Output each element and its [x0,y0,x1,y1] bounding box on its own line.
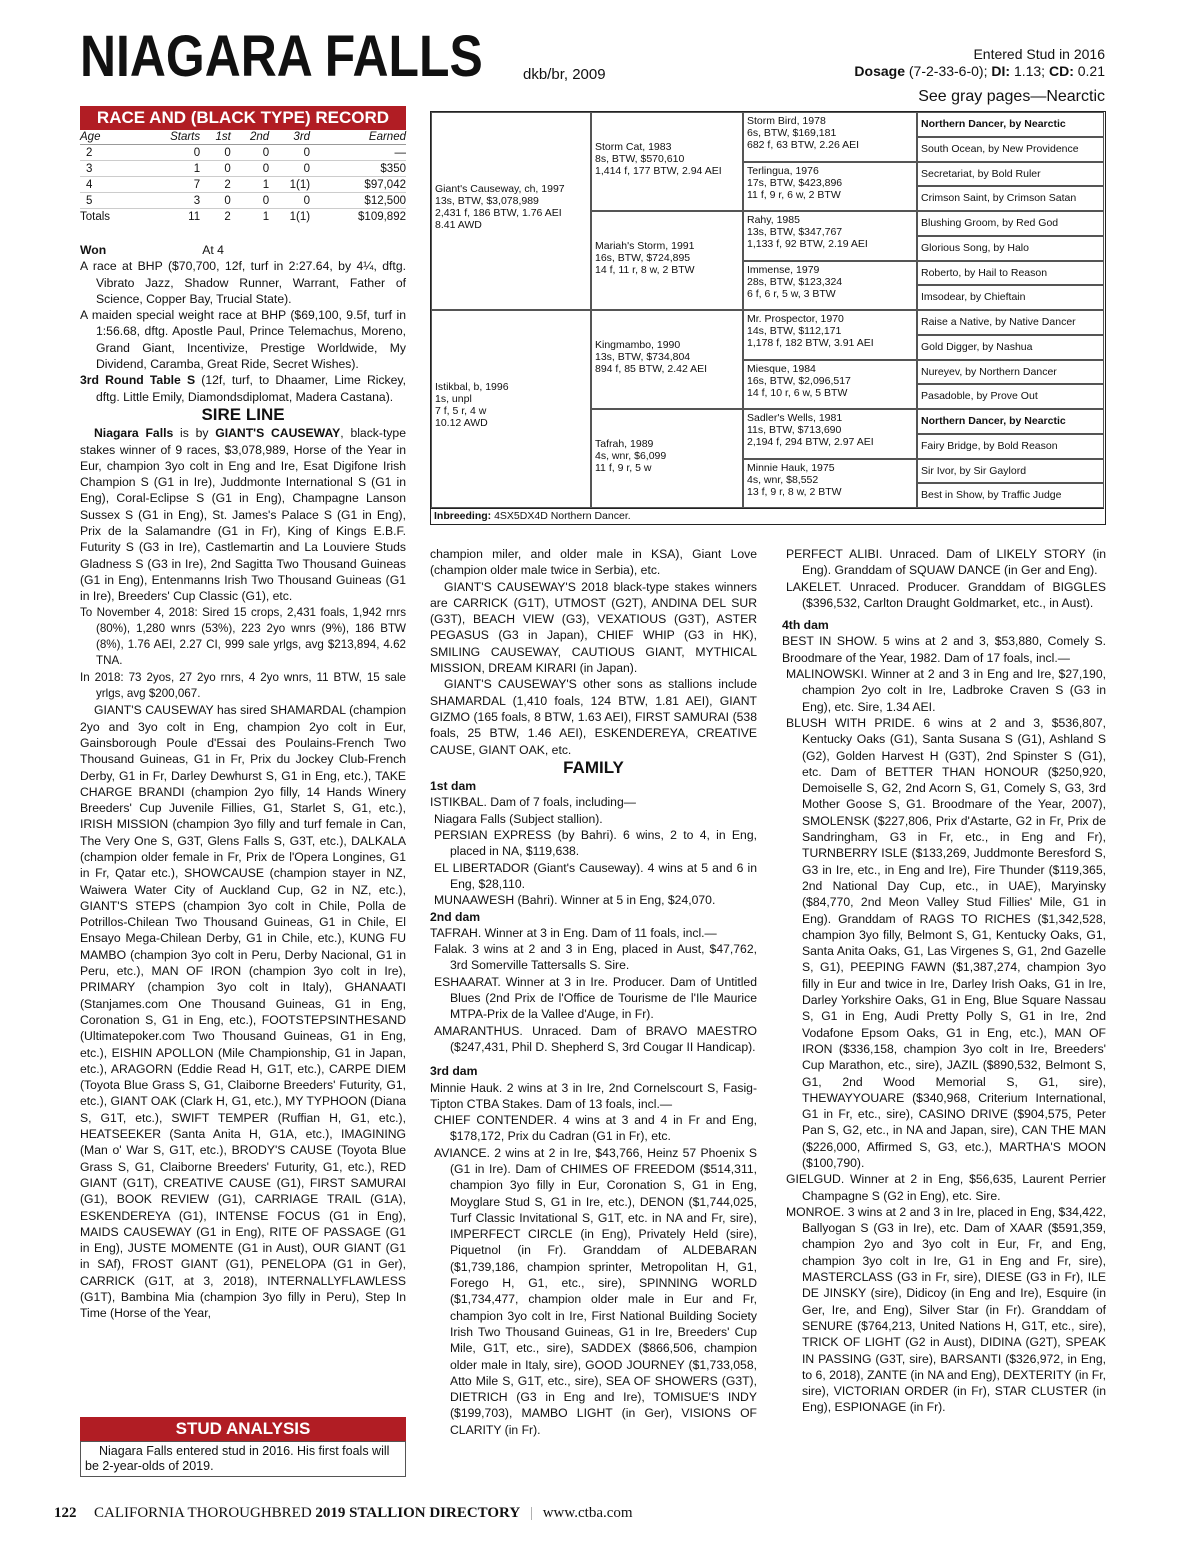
sire-line-p7: GIANT'S CAUSEWAY'S other sons as stallions include SHAMARDAL (1,410 foals, 124 BTW, 1.81 AEI), GIANT GIZMO (165 foals, 8 BTW, 1.63 AEI), FIRST SAMURAI (538 foals, 25 BTW, 1.46 AEI), ESKENDEREYA, CREATIVE CAUSE, GIANT OAK, etc. [430,677,757,757]
ped-gen3-cell: Rahy, 1985 13s, BTW, $347,767 1,133 f, 92 BTW, 2.19 AEI [743,211,917,261]
third-race-label: 3rd Round Table S [80,373,196,388]
dam1-list [430,794,757,908]
record-cell: 0 [200,161,231,177]
record-cell: 2 [200,177,231,193]
ped-sire-sire: Storm Cat, 1983 8s, BTW, $570,610 1,414 f, 177 BTW, 2.94 AEI [591,112,743,211]
record-cell: 0 [140,145,200,161]
dam2-list [430,925,757,1055]
ped-gen3-cell: Miesque, 1984 16s, BTW, $2,096,517 14 f, 10 r, 6 w, 5 BTW [743,360,917,410]
sire-line-p1 [80,425,406,604]
record-total-cell: 2 [224,210,231,223]
record-cell: 0 [200,145,231,161]
right-column [782,546,1106,1416]
family-entry: Niagara Falls (Subject stallion). [434,811,603,826]
inbreeding-value: 4SX5DX4D Northern Dancer. [491,510,631,522]
di-label: DI: [991,63,1011,79]
record-col-header: Starts [140,130,200,145]
record-cell: 5 [80,193,140,209]
ped-gen3-cell: Minnie Hauk, 1975 4s, wnr, $8,552 13 f, 9 r, 8 w, 2 BTW [743,459,917,509]
ped-gen4-cell: Gold Digger, by Nashua [917,335,1104,360]
record-col-header: 1st [200,130,231,145]
record-total-cell: $109,892 [358,210,406,223]
directory: 2019 STALLION DIRECTORY [315,1505,521,1521]
record-cell: 0 [269,193,310,209]
ped-gen4-cell: Northern Dancer, by Nearctic [917,409,1104,434]
ped-gen4-cell: Roberto, by Hail to Reason [917,261,1104,286]
header-info [854,46,1105,80]
family-entry: ESHAARAT. Winner at 3 in Ire. Producer. Dam of Untitled Blues (2nd Prix de l'Office de Tourisme de l'Ile Maurice MTPA-Prix de la Vallee d'Auge, in Fr). [434,974,757,1022]
entered-stud: Entered Stud in 2016 [973,46,1105,62]
family-heading: FAMILY [563,757,624,777]
family-entry: Falak. 3 wins at 2 and 3 in Eng, placed in Aust, $47,762, 3rd Somerville Tattersalls S. Sire. [434,942,757,973]
inbreeding-line [431,508,1104,523]
stud-analysis [80,1417,406,1477]
ped-gen3-cell: Terlingua, 1976 17s, BTW, $423,896 11 f, 9 r, 6 w, 2 BTW [743,162,917,212]
ped-gen4-cell: Best in Show, by Traffic Judge [917,483,1104,508]
family-entry: BEST IN SHOW. 5 wins at 2 and 3, $53,880, Comely S. Broodmare of the Year, 1982. Dam of 17 foals, incl.— [782,634,1106,665]
ped-dam-dam: Tafrah, 1989 4s, wnr, $6,099 11 f, 9 r, 5 w [591,409,743,508]
stud-text-body: Niagara Falls entered stud in 2016. His first foals will be 2-year-olds of 2019. [85,1444,390,1473]
record-row [80,177,406,193]
family-entry: EL LIBERTADOR (Giant's Causeway). 4 wins at 5 and 6 in Eng, $28,110. [434,860,757,891]
family-entry: LAKELET. Unraced. Producer. Granddam of BIGGLES ($396,532, Carlton Draught Goldmarket, etc., in Aust). [786,579,1106,610]
family-entry: ISTIKBAL. Dam of 7 foals, including— [430,795,636,810]
record-col-header: Earned [310,130,406,145]
sire-line-p4: GIANT'S CAUSEWAY has sired SHAMARDAL (champion 2yo and 3yo colt in Eng, champion 2yo colt in Eur, Gainsborough Poule d'Essai des Poulains-French Two Thousand Guineas, G1 in Fr, Prix du Jockey Club-French Derby, G1 in Fr, Darley Dewhurst S, G1 in Eng, etc.), TAKE CHARGE BRANDI (champion 2yo filly, 14 Hands Winery Breeders' Cup Juvenile Fillies, G1, Starlet S, G1, etc.), IRISH MISSION (champion 3yo filly and turf female in Can, The Very One S, G3T, Glens Falls S, G3T, etc.), DALKALA (champion older female in Fr, Prix de l'Opera Longines, G1 in Fr, Qatar etc.), SHOWCAUSE (champion stayer in NZ, Waiwera Water City of Auckland Cup, G2 in NZ, etc.), GIANT'S STEPS (champion 3yo colt in Chile, Polla de Potrillos-Chilean Two Thousand Guineas, G1 in Chile, El Ensayo Mega-Chilean Derby, G1 in Chile, etc.), KUNG FU MAMBO (champion 3yo colt in Peru, Derby Nacional, G1 in Peru, etc.), MAN OF IRON (champion 3yo colt in Ire), PRIMARY (champion 3yo colt in Italy), GHANAATI (Stanjames.com One Thousand Guineas, G1 in Eng, Coronation S, G1 in Eng, etc.), FOOTSTEPSINTHESAND (Ultimatepoker.com Two Thousand Guineas, G1 in Eng, etc.), EISHIN APOLLON (Mile Championship, G1 in Japan, etc.), ARAGORN (Eddie Read H, G1T, etc.), CARPE DIEM (Toyota Blue Grass S, G1, Claiborne Breeders' Futurity, G1, etc.), GIANT OAK (Clark H, G1, etc.), MY TYPHOON (Diana S, G1T, etc.), SWIFT TEMPER (Ruffian H, G1, etc.), HEATSEEKER (Santa Anita H, G1A, etc.), IMAGINING (Man o' War S, G1T, etc.), BRODY'S CAUSE (Toyota Blue Grass S, G1, Claiborne Breeders' Futurity, G1, etc.), RED GIANT (G1T), CREATIVE CAUSE (G1), FIRST SAMURAI (G1), BOOK REVIEW (G1), CARRIAGE TRAIL (G1A), ESKENDEREYA (G1), INTENSE FOCUS (G1 in Eng), MAIDS CAUSEWAY (G1 in Eng), RITE OF PASSAGE (G1 in Eng), JUSTE MOMENTE (G1 in Aust), OUR GIANT (G1 in SAf), FROST GIANT (G1), PENELOPA (G1 in Ger), CARRICK (G1T, at 3, 2018), INTERNALLYFLAWLESS (G1T), Bambina Mia (champion 3yo filly in Peru), Step In Time (Horse of the Year, [80,703,406,1321]
record-cell: 0 [269,161,310,177]
gray-pages-ref: See gray pages—Nearctic [918,88,1105,105]
stud-heading: STUD ANALYSIS [80,1417,406,1441]
third-race [80,372,406,405]
record-cell: 1 [231,177,269,193]
record-cell: 0 [200,193,231,209]
p1-rest: , black-type stakes winner of 9 races, $3,078,989, Horse of the Year in Eur, champion 3yo colt in Eng and Ire, Esat Digifone Irish Champion S (G1 in Ire), Juddmonte International S (G1 in Eng), Coral-Eclipse S (G1 in Eng), Champagne Lanson Sussex S (G1 in Eng), St. James's Palace S (G1 in Eng), Prix de la Salamandre (G1 in Fr), King of Kings E.B.F. Futurity S (G3 in Ire), Castlemartin and La Louviere Studs Gladness S (G3 in Ire), 2nd Sagitta Two Thousand Guineas (G1 in Eng), Entenmanns Irish Two Thousand Guineas (G1 in Ire), Breeders' Cup Classic (G1), etc. [80,426,406,604]
record-cell: 0 [269,145,310,161]
ped-gen4-cell: Pasadoble, by Prove Out [917,384,1104,409]
ped-gen4-cell: Sir Ivor, by Sir Gaylord [917,459,1104,484]
sire-2018: In 2018: 73 2yos, 27 2yo rnrs, 4 2yo wnrs, 11 BTW, 15 sale yrlgs, avg $200,067. [80,670,406,701]
sire-stats: To November 4, 2018: Sired 15 crops, 2,431 foals, 1,942 rnrs (80%), 1,280 wnrs (53%), 223 2yo wnrs (9%), 186 BTW (8%), 1.76 AEI, 2.27 CI, 999 sale yrlgs, avg $213,894, 4.62 TNA. [80,605,406,668]
family-entry: TAFRAH. Winner at 3 in Eng. Dam of 11 foals, incl.— [430,925,717,940]
dosage-value: (7-2-33-6-0); [908,63,988,79]
race-record-heading: RACE AND (BLACK TYPE) RECORD [80,106,406,130]
cd-value: 0.21 [1077,63,1105,79]
record-cell: $350 [310,161,406,177]
ped-gen4-cell: Raise a Native, by Native Dancer [917,310,1104,335]
record-cell: 0 [231,193,269,209]
ped-dam-sire: Kingmambo, 1990 13s, BTW, $734,804 894 f, 85 BTW, 2.42 AEI [591,310,743,409]
ped-gen4-cell: Blushing Groom, by Red God [917,211,1104,236]
family-entry: BLUSH WITH PRIDE. 6 wins at 2 and 3, $536,807, Kentucky Oaks (G1), Santa Susana S (G1), Ashland S (G2), Golden Harvest H (G3T), 2nd Spinster S (G1), etc. Dam of BETTER THAN HONOUR ($250,920, Demoiselle S, G2, 2nd Acorn S, G1, Comely S, G3, 3rd Mother Goose S, G1. Broodmare of the Year, 2007), SMOLENSK ($227,806, Prix d'Astarte, G2 in Fr, Prix de Sandringham, G3 in Fr, etc., in Eng and Fr), TURNBERRY ISLE ($133,269, Juddmonte Beresford S, G3 in Ire, etc., in Eng and Ire), Fire Thunder ($119,365, 2nd National Day Cup, etc., in UAE), Maryinsky ($84,770, 2nd Meon Valley Stud Fillies' Mile, G1 in Eng). Granddam of RAGS TO RICHES ($1,342,528, champion 3yo filly, Belmont S, G1, Kentucky Oaks, G1, Santa Anita Oaks, G1, Las Virgenes S, G1, 2nd Gazelle S, G1), PEEPING FAWN ($1,387,274, champion 3yo filly in Eur and twice in Ire, Darley Irish Oaks, G1 in Ire, Darley Yorkshire Oaks, G1 in Eng, Blue Square Nassau S, G1 in Eng, Audi Pretty Polly S, G1 in Ire, 2nd Vodafone Epsom Oaks, G1 in Eng, etc.), MAN OF IRON ($336,158, champion 3yo colt in Ire, Breeders' Cup Marathon, etc., sire), JAZIL ($890,532, Belmont S, G1, 2nd Wood Memorial S, G1, sire), THEWAYYOUARE ($340,968, Criterium International, G1 in Fr, etc., sire), CASINO DRIVE ($904,575, Peter Pan S, G2, etc., in NA and Japan, sire), CAN THE MAN ($226,000, Affirmed S, G3, etc.), MARTHA'S MOON ($100,790). [786,715,1106,1170]
record-total-cell: 11 [188,210,201,223]
record-row [80,161,406,177]
record-cell: 0 [231,161,269,177]
ped-dam: Istikbal, b, 1996 1s, unpl 7 f, 5 r, 4 w 10.12 AWD [431,310,591,508]
dam3-label: 3rd dam [430,1064,478,1079]
family-entry: GIELGUD. Winner at 2 in Eng, $56,635, Laurent Perrier Champagne S (G2 in Eng), etc. Sire. [786,1172,1106,1203]
subject-name: Niagara Falls [94,426,174,441]
race-record-table [80,130,406,224]
record-cell: $12,500 [310,193,406,209]
record-cell: 0 [231,145,269,161]
dosage-line [854,63,1105,80]
ped-sire-dam: Mariah's Storm, 1991 16s, BTW, $724,895 14 f, 11 r, 8 w, 2 BTW [591,211,743,310]
middle-column [430,546,757,1438]
sire-line-p5: champion miler, and older male in KSA), Giant Love (champion older male twice in Serbia), etc. [430,547,757,578]
inbreeding-label: Inbreeding: [434,510,492,522]
won-at: At 4 [202,243,224,257]
record-cell: 4 [80,177,140,193]
record-total-cell: Totals [80,210,111,223]
family-entry: CHIEF CONTENDER. 4 wins at 3 and 4 in Fr and Eng, $178,172, Prix du Cadran (G1 in Fr), etc. [434,1113,757,1144]
record-totals-row [80,209,406,225]
record-col-header: 2nd [231,130,269,145]
record-cell: 1 [140,161,200,177]
footer-sep: | [529,1505,533,1521]
dam4-label: 4th dam [782,618,829,633]
family-entry: AMARANTHUS. Unraced. Dam of BRAVO MAESTRO ($247,431, Phil D. Shepherd S, 3rd Cougar II Handicap). [434,1023,757,1054]
record-cell: — [310,145,406,161]
record-total-cell: 1 [262,210,270,223]
won-label: Won [80,243,107,257]
family-entry: PERSIAN EXPRESS (by Bahri). 6 wins, 2 to 4, in Eng, placed in NA, $119,638. [434,828,757,859]
ped-gen4-cell: Northern Dancer, by Nearctic [917,112,1104,137]
p1-sire: GIANT'S CAUSEWAY [215,426,341,441]
ped-gen3-cell: Storm Bird, 1978 6s, BTW, $169,181 682 f, 63 BTW, 2.26 AEI [743,112,917,162]
p1-text: is by [173,426,216,441]
dam3-list-cont [782,546,1106,611]
sire-line-heading: SIRE LINE [201,404,285,424]
dam4-list [782,633,1106,1415]
family-entry: MALINOWSKI. Winner at 2 and 3 in Eng and Ire, $27,190, champion 2yo colt in Ire, Ladbroke Craven S (G3 in Eng), etc. Sire, 1.34 AEI. [786,667,1106,714]
record-total-cell: 1(1) [289,210,311,223]
third-race-text: (12f, turf, to Dhaamer, Lime Rickey, dftg. Little Emily, Diamondsdiplomat, Madera Castana). [96,373,406,404]
publication: CALIFORNIA THOROUGHBRED [94,1505,312,1521]
dosage-label: Dosage [854,63,905,79]
record-row [80,145,406,161]
dam3-list [430,1080,757,1439]
record-cell: 3 [140,193,200,209]
ped-gen3-cell: Immense, 1979 28s, BTW, $123,324 6 f, 6 r, 5 w, 3 BTW [743,261,917,311]
stud-text [80,1441,406,1477]
ped-gen4-cell: Nureyev, by Northern Dancer [917,360,1104,385]
di-value: 1.13; [1013,63,1046,79]
record-cell: 3 [80,161,140,177]
record-cell: $97,042 [310,177,406,193]
footer-url: www.ctba.com [542,1505,633,1521]
record-cell: 1(1) [269,177,310,193]
family-entry: PERFECT ALIBI. Unraced. Dam of LIKELY STORY (in Eng). Granddam of SQUAW DANCE (in Ger and Eng). [786,547,1106,578]
horse-name-title: NIAGARA FALLS [80,24,483,89]
won-line [80,242,406,258]
page-footer [54,1505,633,1522]
family-entry: Minnie Hauk. 2 wins at 3 in Ire, 2nd Cornelscourt S, Fasig-Tipton CTBA Stakes. Dam of 13 foals, incl.— [430,1080,757,1111]
ped-gen4-cell: Crimson Saint, by Crimson Satan [917,186,1104,211]
ped-gen3-cell: Mr. Prospector, 1970 14s, BTW, $112,171 1,178 f, 182 BTW, 3.91 AEI [743,310,917,360]
ped-gen4-cell: Secretariat, by Bold Ruler [917,162,1104,187]
family-entry: MONROE. 3 wins at 2 and 3 in Ire, placed in Eng, $34,422, Ballyogan S (G3 in Ire), etc. Dam of XAAR ($591,359, champion 2yo and 3yo colt in Eur, Fr, and Eng, champion 3yo colt in Ire, G1 in Eng and Fr, sire), MASTERCLASS (G3 in Fr, sire), DIESE (G3 in Fr), ILE DE JINSKY (sire), Didicoy (in Eng and Ire), Esquire (in Ger, Ire, and Eng), Silver Star (in Fr). Granddam of SENURE ($764,213, United Nations H, G1T, etc., sire), TRICK OF LIGHT (G2 in Aust), DIDINA (G2T), SPEAK IN PASSING (G3T, sire), BARSANTI ($326,972, in Eng, to 6, 2018), ZANTE (in NA and Eng), DEXTERITY (in Fr, sire), VICTORIAN ORDER (in Fr), STAR CLUSTER (in Eng), ESPIONAGE (in Fr). [786,1204,1106,1415]
ped-gen4-cell: Imsodear, by Chieftain [917,285,1104,310]
ped-gen4-cell: Fairy Bridge, by Bold Reason [917,434,1104,459]
record-col-header: 3rd [269,130,310,145]
family-entry: MUNAAWESH (Bahri). Winner at 5 in Eng, $24,070. [434,893,716,908]
dam1-label: 1st dam [430,779,477,794]
record-cell: 2 [80,145,140,161]
race-record [80,106,406,224]
ped-gen4-cell: Glorious Song, by Halo [917,236,1104,261]
won-race-2: A maiden special weight race at BHP ($69,100, 9.5f, turf in 1:56.68, dftg. Apostle Paul, Prince Telemachus, Moreno, Grand Giant, Incentivize, Prestige Worldwide, My Dividend, Caramba, Great Ride, Secret Wishes). [80,308,406,372]
page-number: 122 [54,1505,77,1521]
won-race-1: A race at BHP ($70,700, 12f, turf in 2:27.64, by 4¼, dftg. Vibrato Jazz, Shadow Runner, Warrant, Father of Science, Copper Bay, Trucial State). [80,259,406,306]
dam2-label: 2nd dam [430,909,481,924]
ped-gen4-cell: South Ocean, by New Providence [917,137,1104,162]
ped-sire: Giant's Causeway, ch, 1997 13s, BTW, $3,078,989 2,431 f, 186 BTW, 1.76 AEI 8.41 AWD [431,112,591,310]
record-cell: 7 [140,177,200,193]
sire-line-p6: GIANT'S CAUSEWAY'S 2018 black-type stakes winners are CARRICK (G1T), UTMOST (G2T), ANDINA DEL SUR (G3T), BEACH VIEW (G3), VEXATIOUS (G3T), ASTER PEGASUS (G3 in Japan), CHIEF WHIP (G3 in HK), SMILING CAUSEWAY, CAUTIOUS GIANT, MYTHICAL MISSION, DREAM KIRARI (in Japan). [430,579,757,676]
family-entry: AVIANCE. 2 wins at 2 in Ire, $43,766, Heinz 57 Phoenix S (G1 in Ire). Dam of CHIMES OF FREEDOM ($514,311, champion 3yo filly in Eur, Coronation S, G1 in Eng, Moyglare Stud S, G1 in Ire, etc.), DENON ($1,744,025, Turf Classic Invitational S, G1T, etc. in NA and Fr, sire), IMPERFECT CIRCLE (in Eng), Privately Held (sire), Piquetnol (in Fr). Granddam of ALDEBARAN ($1,739,186, champion sprinter, Metropolitan H, G1, Forego H, G1, etc., sire), SPINNING WORLD ($1,734,477, champion older male in Eur and Fr, champion 3yo colt in Ire, First National Building Society Irish Two Thousand Guineas, G1 in Ire, Breeders' Cup Mile, G1T, etc., sire), SADDEX ($866,506, champion older male in Italy, sire), GOOD JOURNEY ($1,733,058, Atto Mile S, G1T, etc., sire), SEA OF SHOWERS (G3T), DIETRICH (G3 in Eng and Ire), TOMISUE'S INDY ($199,703), MAMBO LIGHT (in Ger), VISIONS OF CLARITY (in Fr). [434,1145,757,1437]
ped-gen3-cell: Sadler's Wells, 1981 11s, BTW, $713,690 2,194 f, 294 BTW, 2.97 AEI [743,409,917,459]
color-year: dkb/br, 2009 [523,66,606,83]
record-row [80,193,406,209]
left-column [80,242,406,1322]
pedigree-chart [430,111,1106,525]
cd-label: CD: [1048,63,1074,79]
record-col-header: Age [80,130,140,145]
